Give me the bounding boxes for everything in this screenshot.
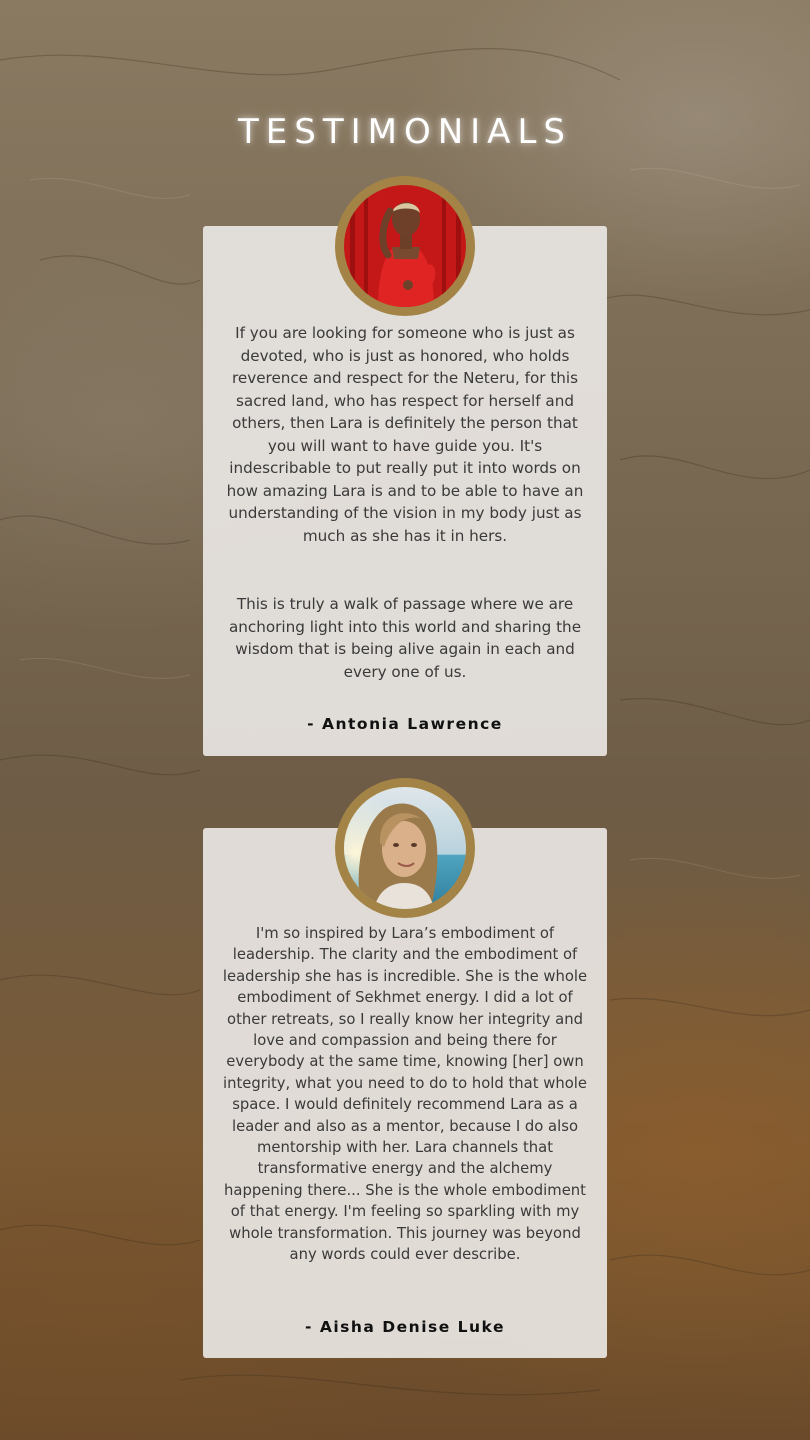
avatar <box>335 176 475 316</box>
testimonial-author: - Antonia Lawrence <box>307 715 503 733</box>
testimonial-quote: This is truly a walk of passage where we are anchoring light into this world and sharing the wisdom that is being alive again in each and every one of us. <box>228 595 582 681</box>
avatar <box>335 778 475 918</box>
page-title: TESTIMONIALS <box>238 112 572 152</box>
testimonial-quote: I'm so inspired by Lara’s embodiment of leadership. The clarity and the embodiment of leadership she has is incredible. She is the whole embodiment of Sekhmet energy. I did a lot of other retreats, so I really know her integrity and love and compassion and being there for everybody at the same time, knowing [her] own integrity, what you need to do to hold that whole space. I would definitely recommend Lara as a leader and also as a mentor, because I do also mentorship with her. Lara channels that transformative energy and the alchemy happening there... She is the whole embodiment of that energy. I'm feeling so sparkling with my whole transformation. This journey was beyond any words could ever describe. <box>222 925 588 1264</box>
avatar-woman-seaside-icon <box>344 787 466 909</box>
testimonial-author: - Aisha Denise Luke <box>305 1318 505 1336</box>
avatar-woman-red-dress-icon <box>344 185 466 307</box>
testimonial-quote: If you are looking for someone who is just as devoted, who is just as honored, who holds reverence and respect for the Neteru, for this sacred land, who has respect for herself and others, then Lara is definitely the person that you will want to have guide you. It's indescribable to put really put it into words on how amazing Lara is and to be able to have an understanding of the vision in my body just as much as she has it in hers. <box>226 324 584 545</box>
